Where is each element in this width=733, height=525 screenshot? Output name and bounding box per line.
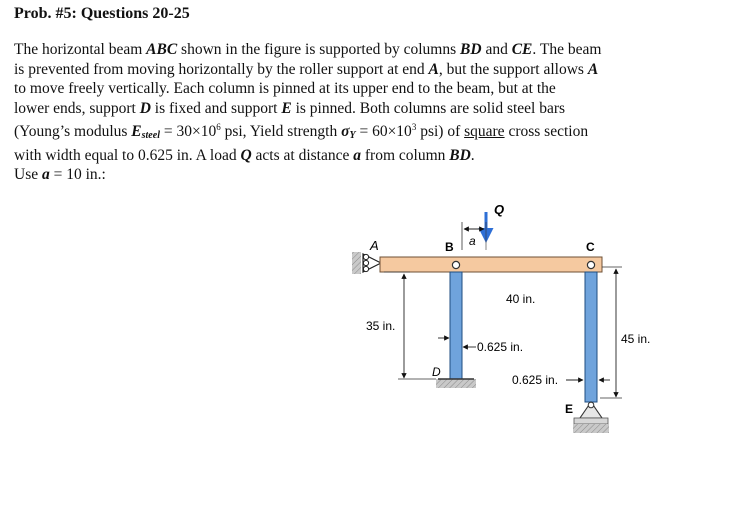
roller-wheel bbox=[363, 266, 368, 271]
problem-title: Prob. #5: Questions 20-25 bbox=[14, 5, 190, 22]
label-b: B bbox=[445, 240, 454, 254]
column-bd-label: BD bbox=[449, 146, 471, 164]
support-e-label: E bbox=[281, 99, 292, 117]
ground-hatch bbox=[573, 424, 609, 433]
label-point-a: A bbox=[370, 238, 379, 253]
text-run: psi) of bbox=[416, 123, 465, 140]
text-run: lower ends, support bbox=[14, 99, 140, 117]
text-run: The horizontal beam bbox=[14, 41, 147, 58]
text-run: from column bbox=[361, 146, 450, 164]
support-d-label: D bbox=[139, 99, 151, 117]
load-q-label: Q bbox=[240, 146, 252, 164]
text-run: . bbox=[470, 146, 475, 164]
yield-symbol: σ bbox=[341, 123, 350, 140]
distance-a-label: a bbox=[353, 146, 361, 164]
yield-subscript: Y bbox=[349, 130, 356, 141]
roller-support-a bbox=[352, 252, 381, 274]
wall-hatch bbox=[352, 252, 361, 274]
beam-abc bbox=[380, 257, 602, 272]
pin-c bbox=[587, 261, 594, 268]
exponent: 3 bbox=[411, 122, 417, 132]
label-width-bd: 0.625 in. bbox=[477, 340, 524, 354]
roller-wheel bbox=[363, 260, 368, 265]
label-width-ce: 0.625 in. bbox=[512, 373, 559, 387]
text-run: and bbox=[481, 41, 512, 58]
label-e: E bbox=[565, 402, 574, 416]
distance-a-label: a bbox=[41, 166, 50, 183]
pin-b bbox=[452, 261, 459, 268]
text-run: , but the support allows bbox=[438, 60, 588, 78]
modulus-subscript: steel bbox=[141, 130, 160, 141]
column-ce bbox=[585, 272, 597, 402]
label-c: C bbox=[586, 240, 595, 254]
ground-hatch bbox=[436, 379, 476, 388]
text-run: is fixed and support bbox=[150, 99, 282, 117]
column-bd bbox=[450, 272, 462, 380]
text-run: (Young’s modulus bbox=[14, 123, 132, 140]
text-run: = 30×10 bbox=[159, 123, 217, 140]
text-run: Use bbox=[14, 166, 42, 183]
statement-line-3: to move freely vertically. Each column is pinned at its upper end to the beam, but at the bbox=[14, 80, 556, 97]
text-run: psi, Yield strength bbox=[220, 123, 342, 140]
text-run: acts at distance bbox=[251, 146, 354, 164]
label-45-in: 45 in. bbox=[621, 332, 651, 346]
text-run: cross section bbox=[504, 123, 589, 140]
pinned-support-e bbox=[573, 402, 609, 433]
text-run: is prevented from moving horizontally by the roller support at end bbox=[14, 60, 429, 78]
label-35-in: 35 in. bbox=[366, 319, 396, 333]
point-a-label: A bbox=[587, 60, 599, 78]
text-run: . The beam bbox=[532, 41, 602, 58]
roller-wheel bbox=[363, 254, 368, 259]
text-run: is pinned. Both columns are solid steel bars bbox=[291, 99, 566, 117]
point-a-label: A bbox=[428, 60, 439, 78]
column-ce-label: CE bbox=[511, 41, 533, 58]
label-40-in: 40 in. bbox=[506, 292, 536, 306]
column-bd-label: BD bbox=[460, 41, 482, 58]
text-run: shown in the figure is supported by columns bbox=[177, 41, 461, 58]
label-q: Q bbox=[494, 202, 505, 217]
text-run: with width equal to 0.625 in. A load bbox=[14, 146, 241, 164]
modulus-symbol: E bbox=[131, 123, 142, 140]
label-a-distance: a bbox=[469, 234, 476, 248]
label-d: D bbox=[432, 365, 441, 379]
exponent: 6 bbox=[216, 122, 221, 132]
text-run: = 10 in.: bbox=[49, 166, 106, 183]
beam-abc-label: ABC bbox=[146, 41, 178, 58]
text-run: = 60×10 bbox=[355, 123, 412, 140]
fixed-support-d bbox=[436, 379, 476, 388]
underlined-square: square bbox=[464, 123, 505, 140]
